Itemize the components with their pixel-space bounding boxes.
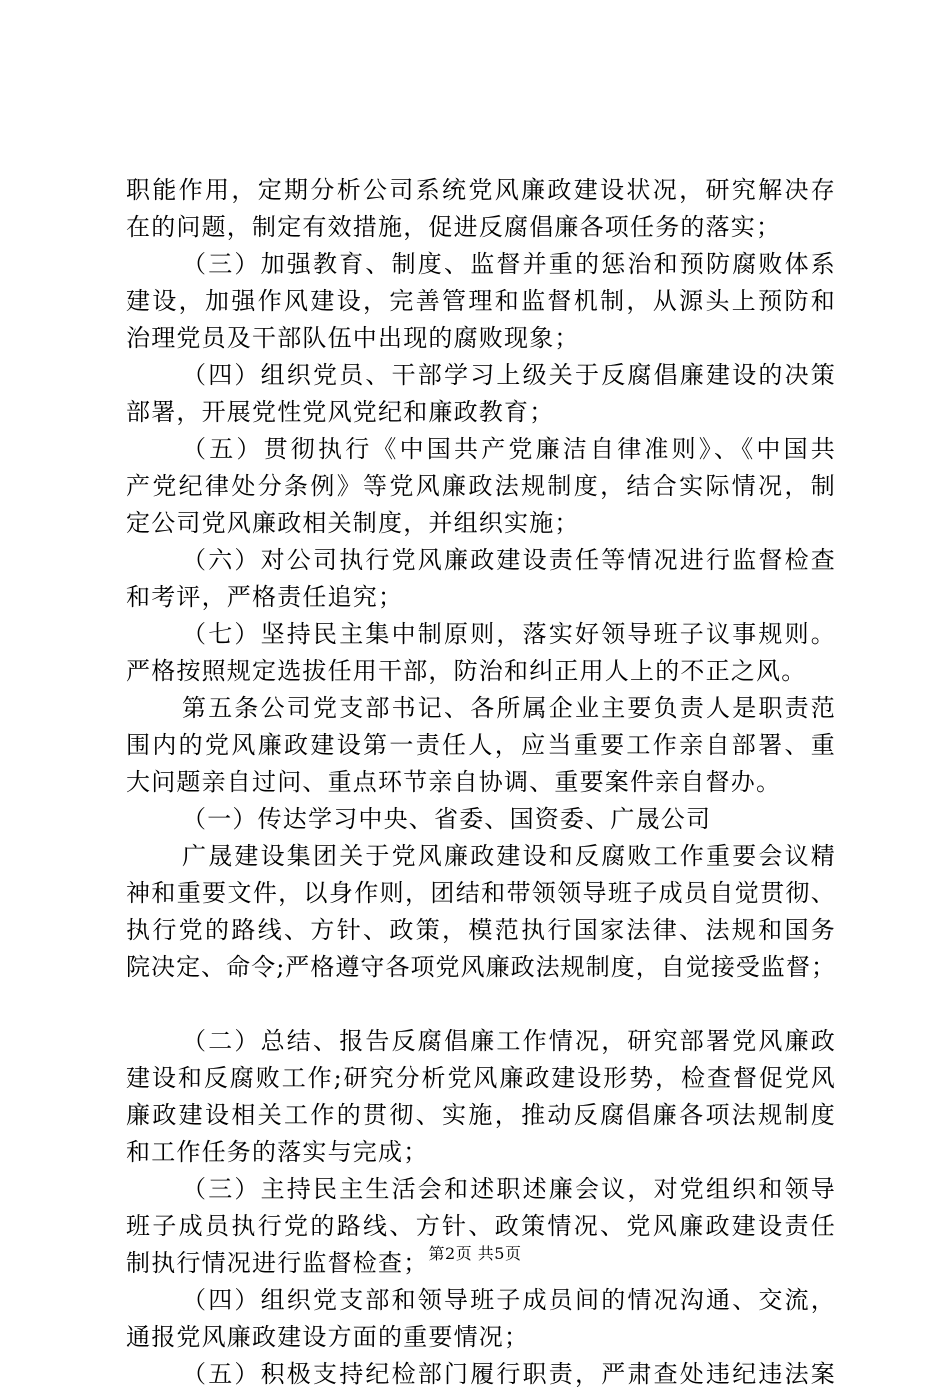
page-footer bbox=[0, 1244, 950, 1264]
text-line: 通报党风廉政建设方面的重要情况； bbox=[126, 1323, 530, 1351]
text-line: 廉政建设相关工作的贯彻、实施，推动反腐倡廉各项法规制度 bbox=[126, 1101, 836, 1129]
text-line: 建设，加强作风建设，完善管理和监督机制，从源头上预防和 bbox=[126, 287, 836, 315]
text-line: 定公司党风廉政相关制度，并组织实施； bbox=[126, 509, 580, 537]
text-line: （七）坚持民主集中制原则，落实好领导班子议事规则。 bbox=[182, 620, 836, 648]
text-line: 部署，开展党性党风党纪和廉政教育； bbox=[126, 398, 555, 426]
text-line: 执行党的路线、方针、政策，模范执行国家法律、法规和国务 bbox=[126, 916, 836, 944]
text-line: （五）贯彻执行《中国共产党廉洁自律准则》、《中国共 bbox=[182, 435, 836, 463]
text-line: 班子成员执行党的路线、方针、政策情况、党风廉政建设责任 bbox=[126, 1212, 836, 1240]
page-number: 第2页 共5页 bbox=[428, 1244, 522, 1263]
text-line: 在的问题，制定有效措施，促进反腐倡廉各项任务的落实； bbox=[126, 213, 782, 241]
text-line: 制执行情况进行监督检查； bbox=[126, 1249, 429, 1277]
text-line: （四）组织党员、干部学习上级关于反腐倡廉建设的决策 bbox=[182, 361, 836, 389]
document-body bbox=[126, 172, 836, 1393]
text-line: （六）对公司执行党风廉政建设责任等情况进行监督检查 bbox=[182, 546, 836, 574]
text-line: （四）组织党支部和领导班子成员间的情况沟通、交流， bbox=[182, 1286, 836, 1314]
paragraph-gap bbox=[126, 986, 836, 1023]
text-line: 治理党员及干部队伍中出现的腐败现象； bbox=[126, 324, 580, 352]
text-line: （三）加强教育、制度、监督并重的惩治和预防腐败体系 bbox=[182, 250, 836, 278]
text-line: 围内的党风廉政建设第一责任人，应当重要工作亲自部署、重 bbox=[126, 731, 836, 759]
text-line: （三）主持民主生活会和述职述廉会议，对党组织和领导 bbox=[182, 1175, 836, 1203]
text-line: 和考评，严格责任追究； bbox=[126, 583, 404, 611]
text-line: 和工作任务的落实与完成； bbox=[126, 1138, 429, 1166]
text-line: （二）总结、报告反腐倡廉工作情况，研究部署党风廉政 bbox=[182, 1027, 836, 1055]
text-line: 产党纪律处分条例》等党风廉政法规制度，结合实际情况，制 bbox=[126, 472, 836, 500]
text-line: 第五条公司党支部书记、各所属企业主要负责人是职责范 bbox=[182, 694, 836, 722]
text-line: 建设和反腐败工作;研究分析党风廉政建设形势，检查督促党风 bbox=[126, 1064, 836, 1092]
text-line: 职能作用，定期分析公司系统党风廉政建设状况，研究解决存 bbox=[126, 176, 836, 204]
text-line: （一）传达学习中央、省委、国资委、广晟公司 bbox=[182, 805, 712, 833]
text-line: 严格按照规定选拔任用干部，防治和纠正用人上的不正之风。 bbox=[126, 657, 807, 685]
text-line: 神和重要文件，以身作则，团结和带领领导班子成员自觉贯彻、 bbox=[126, 879, 836, 907]
text-line: 大问题亲自过问、重点环节亲自协调、重要案件亲自督办。 bbox=[126, 768, 782, 796]
text-line: （五）积极支持纪检部门履行职责，严肃查处违纪违法案 bbox=[182, 1360, 836, 1388]
text-line: 院决定、命令;严格遵守各项党风廉政法规制度，自觉接受监督； bbox=[126, 953, 836, 981]
text-line: 广晟建设集团关于党风廉政建设和反腐败工作重要会议精 bbox=[182, 842, 836, 870]
